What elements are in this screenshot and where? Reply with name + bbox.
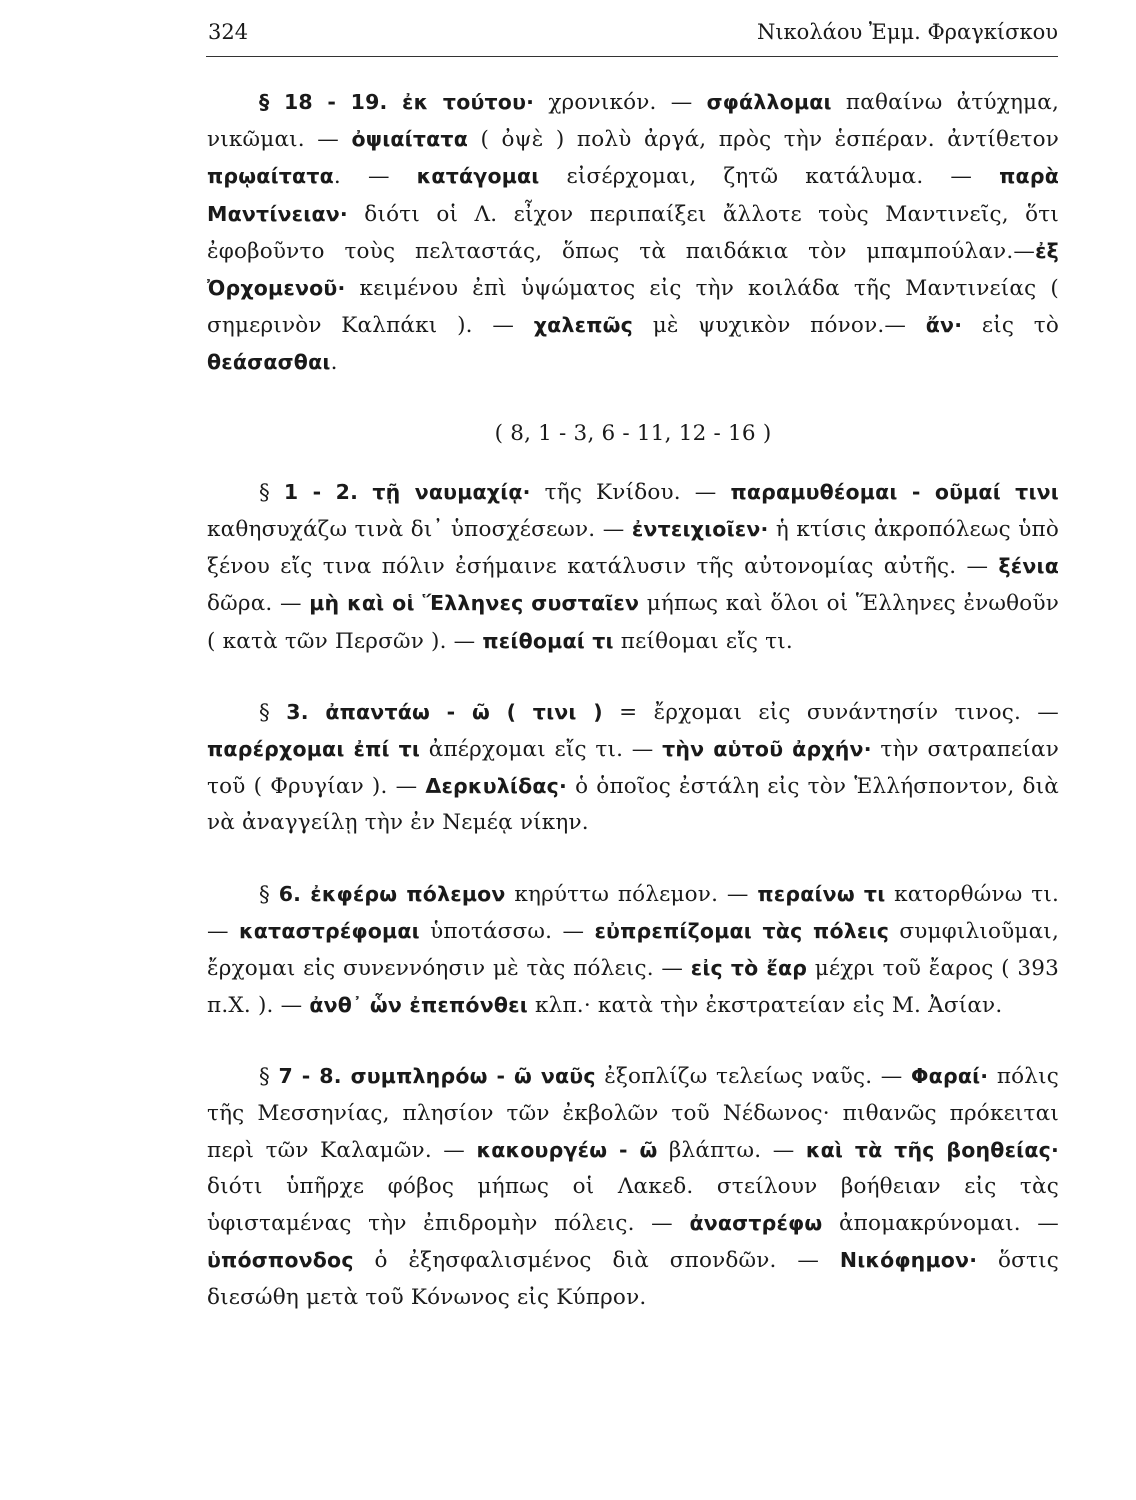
headword: χαλεπῶς (533, 313, 634, 338)
headword: ὑπόσπονδος (207, 1248, 354, 1273)
headword: 7 - 8. συμπληρόω - ῶ ναῦς (278, 1064, 596, 1089)
paragraph-18-19 (207, 84, 1059, 382)
gloss-text: ἀπομακρύνομαι. — (822, 1211, 1060, 1237)
running-title: Νικολάου Ἐμμ. Φραγκίσκου (756, 20, 1058, 44)
gloss-text: μήπως καὶ ὅλοι οἱ Ἕλληνες ἐνωθοῦν ( κατὰ τῶν Περσῶν ). — (207, 591, 1059, 654)
gloss-text: = ἔρχομαι εἰς συνάντησίν τινος. — (602, 699, 1060, 725)
gloss-text: δῶρα. — (207, 591, 310, 617)
headword: ἐξ Ὀρχομενοῦ· (207, 238, 1059, 301)
gloss-text: διότι οἱ Λ. εἶχον περιπαίξει ἄλλοτε τοὺς Μαντινεῖς, ὅτι ἐφοβοῦντο τοὺς πελταστάς, ὅπως τὰ παιδάκια τὸν μπαμπούλαν.— (207, 201, 1059, 264)
gloss-text: . — (333, 164, 417, 190)
gloss-text: πείθομαι εἴς τι. (613, 628, 793, 654)
headword: κατάγομαι (416, 164, 540, 189)
headword: κακουργέω - ῶ (476, 1137, 658, 1162)
gloss-text: εἰσέρχομαι, ζητῶ κατάλυμα. — (539, 164, 1000, 190)
headword: παραμυθέομαι - οῦμαί τινι (730, 479, 1059, 504)
paragraph-1-2 (207, 474, 1059, 660)
gloss-text: πόλις τῆς Μεσσηνίας, πλησίον τῶν ἐκβολῶν τοῦ Νέδωνος· πιθανῶς πρόκειται περὶ τῶν Καλαμῶν. — (207, 1064, 1059, 1163)
section-heading: ( 8, 1 - 3, 6 - 11, 12 - 16 ) (494, 420, 772, 446)
gloss-text: χρονικόν. — (534, 90, 707, 115)
headword: παρέρχομαι ἐπί τι (207, 737, 421, 762)
headword: παρὰ Μαντίνειαν· (207, 164, 1059, 226)
headword: § 18 - 19. ἐκ τούτου· (259, 90, 535, 114)
gloss-text: κειμένου ἐπὶ ὑψώματος εἰς τὴν κοιλάδα τῆς Μαντινείας ( σημερινὸν Καλπάκι ). — (207, 276, 1059, 339)
gloss-text: κατορθώνω τι. — (207, 881, 1059, 944)
page-header (208, 18, 1058, 58)
gloss-text: κλπ.· κατὰ τὴν ἐκστρατείαν εἰς Μ. Ἀσίαν. (527, 993, 1003, 1019)
gloss-text: ὁ ἐξησφαλισμένος διὰ σπονδῶν. — (353, 1248, 840, 1274)
headword: πείθομαί τι (482, 628, 614, 653)
gloss-text: μέχρι τοῦ ἔαρος ( 393 π.Χ. ). — (207, 956, 1059, 1019)
headword: εἰς τὸ ἔαρ (690, 956, 808, 981)
headword: εὐπρεπίζομαι τὰς πόλεις (594, 918, 890, 943)
page-number: 324 (208, 20, 249, 44)
paragraph-7-8 (207, 1058, 1059, 1315)
paragraph-3 (207, 694, 1059, 842)
headword: ἄν· (925, 313, 963, 338)
gloss-text: μὲ ψυχικὸν πόνον.— (633, 313, 926, 339)
gloss-text: βλάπτω. — (657, 1137, 806, 1163)
gloss-text: § (259, 1064, 279, 1090)
paragraph-6 (207, 876, 1059, 1025)
gloss-text: διότι ὑπῆρχε φόβος μήπως οἱ Λακεδ. στείλουν βοήθειαν εἰς τὰς ὑφισταμένας τὴν ἐπιδρομὴν πόλεις. — (207, 1174, 1059, 1237)
gloss-text: ὑποτάσσω. — (419, 918, 595, 944)
page-body (207, 84, 1059, 1350)
headword: σφάλλομαι (706, 90, 832, 114)
headword: 3. ἀπαντάω - ῶ ( τινι ) (286, 699, 603, 724)
headword: Φαραί· (911, 1064, 989, 1089)
gloss-text: τὴν σατραπείαν τοῦ ( Φρυγίαν ). — (207, 737, 1059, 800)
headword: ἐντειχιοῖεν· (631, 517, 769, 542)
headword: θεάσασθαι (207, 350, 331, 375)
headword: ἀναστρέφω (689, 1211, 823, 1236)
gloss-text: ὁ ὁποῖος ἐστάλη εἰς τὸν Ἑλλήσποντον, διὰ νὰ ἀναγγείλῃ τὴν ἐν Νεμέᾳ νίκην. (207, 774, 1060, 836)
headword: καταστρέφομαι (238, 918, 420, 943)
gloss-text: τῆς Κνίδου. — (530, 479, 731, 505)
gloss-text: καθησυχάζω τινὰ δι᾿ ὑποσχέσεων. — (207, 517, 632, 543)
gloss-text: ἡ κτίσις ἀκροπόλεως ὑπὸ ξένου εἴς τινα πόλιν ἐσήμαινε κατάλυσιν τῆς αὐτονομίας αὐτῆς. — (207, 517, 1059, 580)
headword: 6. ἐκφέρω πόλεμον (278, 881, 506, 906)
headword: μὴ καὶ οἱ Ἕλληνες συσταῖεν (309, 591, 640, 616)
headword: ἀνθ᾿ ὧν ἐπεπόνθει (309, 993, 528, 1018)
gloss-text: ἐξοπλίζω τελείως ναῦς. — (595, 1064, 912, 1090)
gloss-text: ἀπέρχομαι εἴς τι. — (420, 737, 663, 763)
gloss-text: . (330, 350, 338, 376)
header-rule (206, 56, 1058, 57)
headword: περαίνω τι (757, 881, 886, 906)
gloss-text: παθαίνω ἀτύχημα, νικῶμαι. — (207, 90, 1059, 153)
gloss-text: ὅστις διεσώθη μετὰ τοῦ Κόνωνος εἰς Κύπρον. (207, 1248, 1059, 1310)
headword: Νικόφημον· (839, 1248, 978, 1273)
headword: τὴν αὑτοῦ ἀρχήν· (662, 737, 872, 762)
headword: πρῳαίτατα (207, 164, 334, 189)
gloss-text: § (259, 881, 279, 907)
gloss-text: ( ὀψὲ ) πολὺ ἀργά, πρὸς τὴν ἑσπέραν. ἀντίθετον (468, 127, 1059, 153)
headword: καὶ τὰ τῆς βοηθείας· (805, 1137, 1059, 1162)
headword: ξένια (998, 554, 1059, 579)
headword: 1 - 2. τῇ ναυμαχίᾳ· (283, 479, 531, 504)
gloss-text: συμφιλιοῦμαι, ἔρχομαι εἰς συνεννόησιν μὲ τὰς πόλεις. — (207, 918, 1059, 982)
gloss-text: εἰς τὸ (962, 313, 1059, 339)
gloss-text: § (259, 699, 287, 725)
gloss-text: § (259, 479, 284, 505)
gloss-text: κηρύττω πόλεμον. — (505, 881, 758, 907)
headword: ὀψιαίτατα (351, 127, 468, 152)
headword: Δερκυλίδας· (425, 774, 568, 799)
